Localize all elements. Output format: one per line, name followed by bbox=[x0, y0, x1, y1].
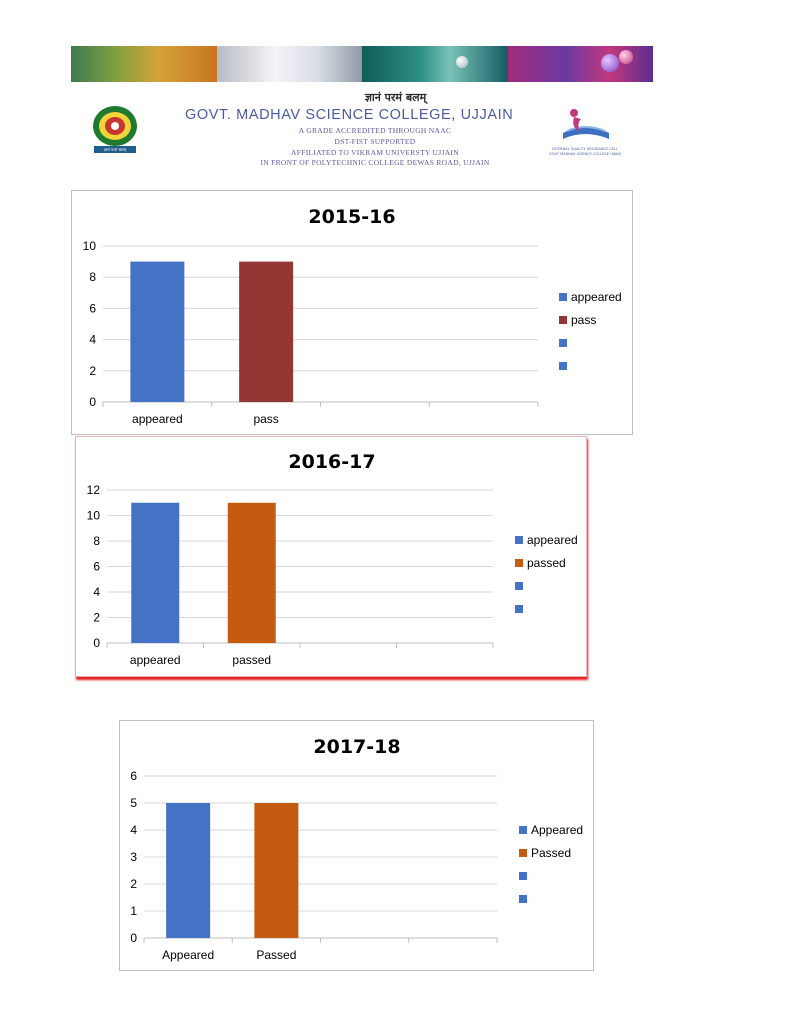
legend-swatch bbox=[519, 849, 527, 857]
y-tick-label: 8 bbox=[93, 534, 100, 548]
legend-label: appeared bbox=[527, 533, 578, 547]
chart-svg bbox=[120, 721, 593, 970]
y-tick-label: 4 bbox=[130, 823, 137, 837]
chart-title: 2017-18 bbox=[313, 736, 401, 758]
legend-swatch bbox=[559, 339, 567, 347]
chart-svg bbox=[72, 191, 632, 434]
bar-pass bbox=[239, 262, 293, 402]
legend-swatch bbox=[515, 559, 523, 567]
bar-appeared bbox=[166, 803, 210, 938]
y-tick-label: 0 bbox=[93, 636, 100, 650]
legend-swatch bbox=[515, 605, 523, 613]
legend-swatch bbox=[559, 362, 567, 370]
y-tick-label: 3 bbox=[130, 850, 137, 864]
legend-swatch bbox=[515, 536, 523, 544]
college-name: GOVT. MADHAV SCIENCE COLLEGE, UJJAIN bbox=[185, 107, 514, 123]
iqac-logo-text: INTERNAL QUALITY ASSURANCE CELL bbox=[552, 147, 618, 151]
banner-panel-molecule bbox=[362, 46, 508, 82]
x-tick-label: appeared bbox=[129, 653, 181, 667]
x-tick-label: Passed bbox=[256, 948, 297, 962]
college-logo-caption: ज्ञानं परमं बलम् bbox=[103, 147, 127, 152]
support-line: DST-FIST SUPPORTED bbox=[334, 137, 416, 146]
banner-panel-chemistry bbox=[71, 46, 217, 82]
iqac-logo bbox=[533, 103, 637, 175]
y-tick-label: 4 bbox=[89, 332, 96, 347]
chart-2015-16 bbox=[71, 190, 633, 435]
y-tick-label: 4 bbox=[93, 585, 100, 599]
y-tick-label: 10 bbox=[86, 508, 100, 523]
legend-swatch bbox=[559, 316, 567, 324]
y-tick-label: 1 bbox=[130, 904, 137, 918]
iqac-logo-subtext: GOVT MADHAV SCIENCE COLLEGE UJJAIN bbox=[549, 152, 621, 156]
x-tick-label: pass bbox=[253, 412, 279, 426]
college-logo bbox=[88, 104, 142, 154]
x-tick-label: Appeared bbox=[162, 948, 215, 962]
legend-swatch bbox=[559, 293, 567, 301]
banner-panel-robotics bbox=[217, 46, 363, 82]
bar-passed bbox=[228, 503, 276, 643]
y-tick-label: 8 bbox=[89, 270, 96, 285]
bar-passed bbox=[254, 803, 298, 938]
legend-label: passed bbox=[527, 556, 566, 570]
legend-swatch bbox=[519, 826, 527, 834]
chart-title: 2016-17 bbox=[288, 451, 376, 473]
y-tick-label: 2 bbox=[130, 877, 137, 891]
address-line: IN FRONT OF POLYTECHNIC COLLEGE DEWAS ROAD, UJJAIN bbox=[260, 158, 490, 167]
affiliation-line: AFFILIATED TO VIKRAM UNIVERSTY UJJAIN bbox=[291, 148, 459, 157]
y-tick-label: 6 bbox=[93, 559, 100, 574]
y-tick-label: 6 bbox=[89, 301, 96, 316]
x-tick-label: appeared bbox=[132, 412, 183, 426]
y-tick-label: 2 bbox=[89, 363, 96, 378]
legend-label: appeared bbox=[571, 290, 622, 304]
y-tick-label: 0 bbox=[89, 395, 96, 409]
molecule-icon bbox=[456, 56, 468, 68]
legend-swatch bbox=[519, 872, 527, 880]
legend-label: pass bbox=[571, 313, 597, 327]
header-banner bbox=[71, 46, 653, 82]
chart-2016-17 bbox=[75, 436, 587, 677]
bar-appeared bbox=[131, 503, 179, 643]
accreditation-line: A GRADE ACCREDITED THROUGH NAAC bbox=[298, 126, 452, 135]
legend-swatch bbox=[515, 582, 523, 590]
chart-svg bbox=[76, 437, 586, 676]
y-tick-label: 12 bbox=[86, 483, 100, 497]
college-motto: ज्ञानं परमं बलम् bbox=[364, 91, 427, 104]
legend-label: Passed bbox=[531, 846, 572, 860]
y-tick-label: 2 bbox=[93, 610, 100, 625]
legend-swatch bbox=[519, 895, 527, 903]
atom-icon bbox=[601, 54, 619, 72]
y-tick-label: 5 bbox=[130, 796, 137, 810]
x-tick-label: passed bbox=[232, 653, 272, 667]
legend-label: Appeared bbox=[531, 823, 584, 837]
atom-icon bbox=[619, 50, 633, 64]
y-tick-label: 6 bbox=[130, 769, 137, 783]
y-tick-label: 10 bbox=[82, 239, 96, 253]
chart-2017-18 bbox=[119, 720, 594, 971]
chart-title: 2015-16 bbox=[308, 206, 396, 228]
bar-appeared bbox=[130, 262, 184, 402]
y-tick-label: 0 bbox=[130, 931, 137, 945]
